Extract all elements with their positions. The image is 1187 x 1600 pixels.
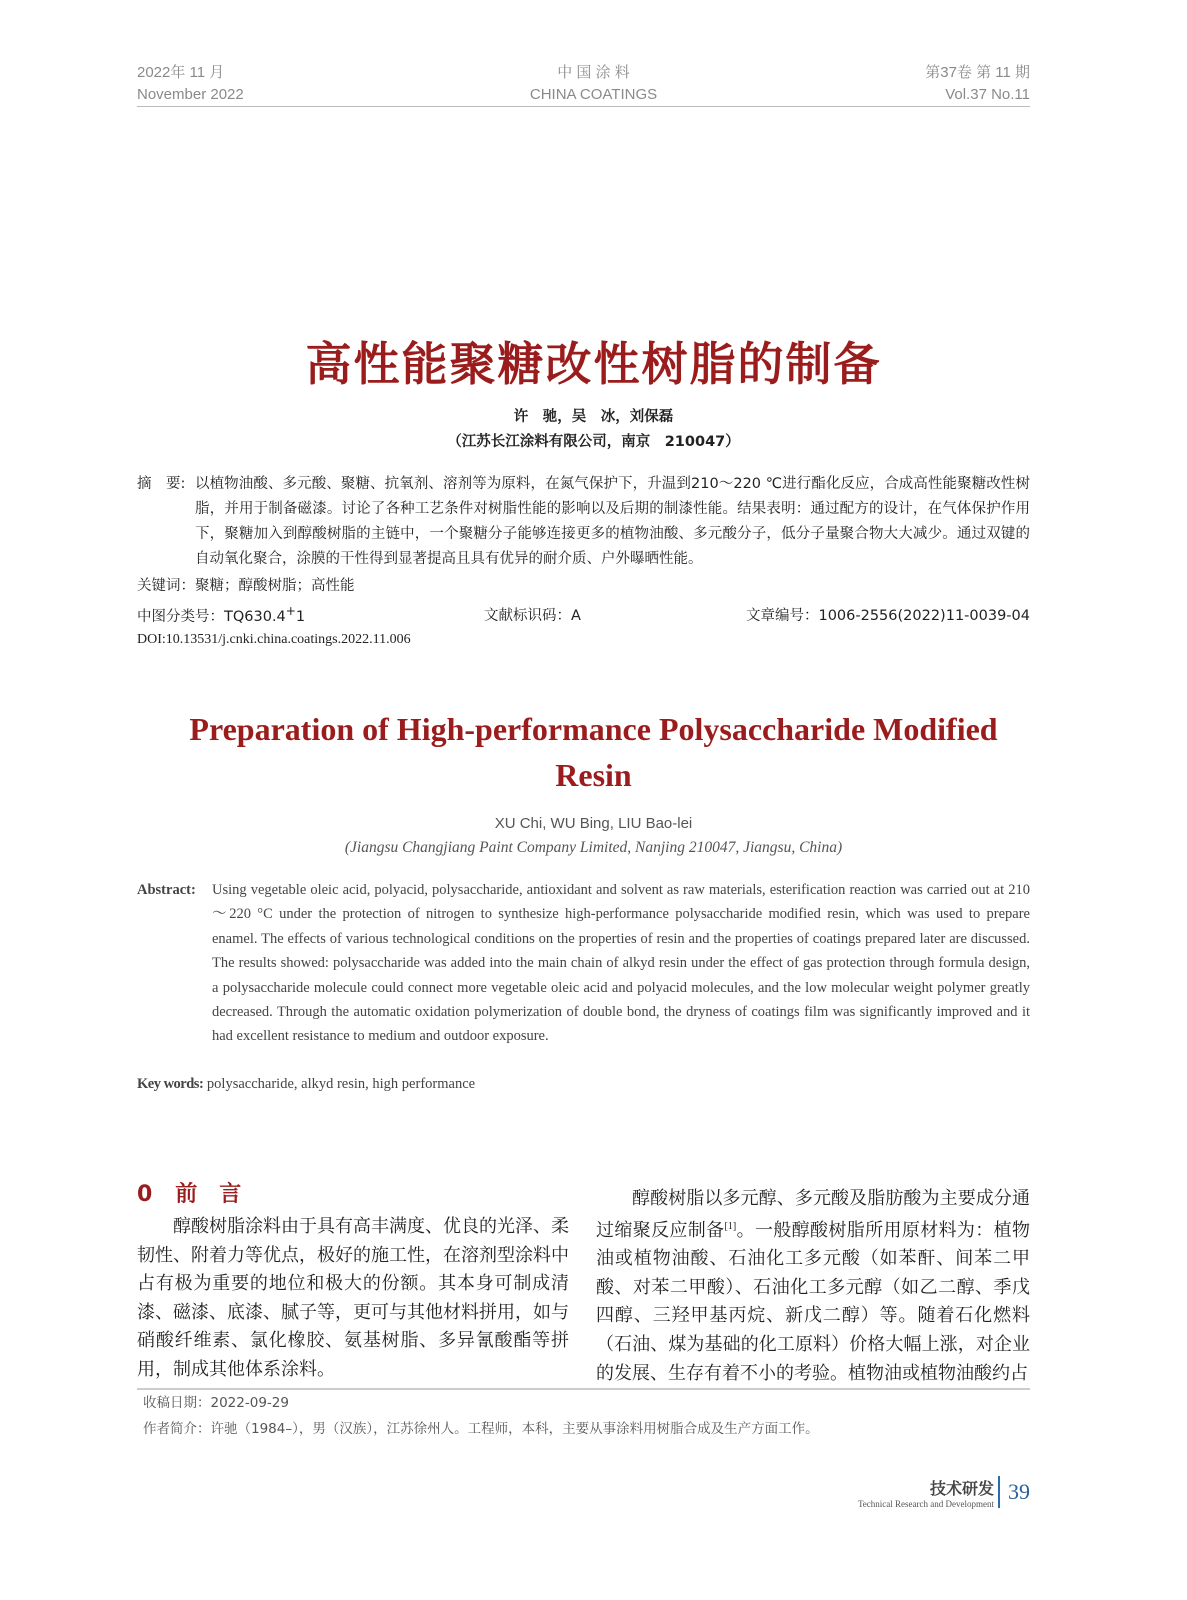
clc-label: 中图分类号： — [137, 608, 224, 625]
keywords-cn: 关键词：聚糖；醇酸树脂；高性能 — [137, 578, 355, 594]
clc-tail: 1 — [295, 608, 306, 625]
section-title: 前 言 — [175, 1182, 242, 1207]
body-right-column — [596, 1184, 1030, 1387]
header-date-en: November 2022 — [137, 86, 244, 103]
footer-column — [858, 1476, 994, 1509]
article-number: 文章编号：1006-2556(2022)11-0039-04 — [745, 608, 1030, 624]
header-issue — [925, 62, 1030, 106]
header-issue-en: Vol.37 No.11 — [945, 86, 1030, 103]
authors-cn: 许 驰，吴 冰，刘保磊 — [513, 409, 674, 425]
title-cn: 高性能聚糖改性树脂的制备 — [305, 337, 882, 391]
page-number: 39 — [1008, 1479, 1030, 1504]
body-left-column — [137, 1212, 569, 1384]
header-rule — [137, 106, 1030, 107]
header-journal-en: CHINA COATINGS — [529, 86, 658, 103]
header-issue-cn: 第37卷 第 11 期 — [925, 64, 1030, 81]
body-right-paragraph — [596, 1184, 1030, 1387]
footer-column-cn: 技术研发 — [929, 1479, 994, 1498]
clc-sup: + — [285, 604, 296, 618]
abstract-cn — [137, 472, 1030, 572]
keywords-en — [137, 1076, 475, 1093]
affiliation-en: (Jiangsu Changjiang Paint Company Limited, Nanjing 210047, Jiangsu, China) — [344, 839, 843, 856]
abstract-cn-label: 摘 要: — [137, 476, 186, 492]
header-journal-cn: 中 国 涂 料 — [557, 64, 630, 81]
body-right-text-b: 。一般醇酸树脂所用原材料为：植物油或植物油酸、石油化工多元酸（如苯酐、间苯二甲酸、对苯二甲酸）、石油化工多元醇（如乙二醇、季戊四醇、三羟甲基丙烷、新戊二醇）等。随着石化燃料（石油、煤为基础的化工原料）价格大幅上涨，对企业的发展、生存有着不小的考验。植物油或植物油酸约占 — [596, 1219, 1031, 1383]
document-code: 文献标识码：A — [484, 608, 581, 624]
clc-number — [137, 604, 305, 626]
doi[interactable]: DOI:10.13531/j.cnki.china.coatings.2022.11.006 — [137, 632, 411, 647]
author-bio: 作者简介：许驰（1984–），男（汉族），江苏徐州人。工程师，本科，主要从事涂料用树脂合成及生产方面工作。 — [143, 1421, 819, 1437]
abstract-cn-text: 以植物油酸、多元酸、聚糖、抗氧剂、溶剂等为原料，在氮气保护下，升温到210～220 ℃进行酯化反应，合成高性能聚糖改性树脂，并用于制备磁漆。讨论了各种工艺条件对树脂性能的影响以及后期的制漆性能。结果表明：通过配方的设计，在气体保护作用下，聚糖加入到醇酸树脂的主链中，一个聚糖分子能够连接更多的植物油酸、多元酸分子，低分子量聚合物大大减少。通过双键的自动氧化聚合，涂膜的干性得到显著提高且具有优异的耐介质、户外曝晒性能。 — [195, 476, 1030, 567]
keywords-en-text: polysaccharide, alkyd resin, high performance — [206, 1076, 476, 1092]
received-date: 收稿日期：2022-09-29 — [143, 1395, 289, 1411]
abstract-en-label: Abstract: — [137, 882, 196, 898]
authors-en: XU Chi, WU Bing, LIU Bao-lei — [494, 815, 693, 832]
footer-divider — [998, 1476, 1000, 1508]
clc-value: TQ630.4 — [224, 608, 286, 625]
citation-ref[interactable]: [1] — [724, 1220, 737, 1232]
footer-column-en: Technical Research and Development — [857, 1499, 994, 1509]
abstract-en-text: Using vegetable oleic acid, polyacid, polysaccharide, antioxidant and solvent as raw materials, esterification reaction was carried out at 210～220 °C under the protection of nitrogen to synthesize high-performance polysaccharide modified resin, which was used to prepare enamel. The effects of various technological conditions on the properties of resin and the properties of coatings prepared later are discussed. The results showed: polysaccharide was added into the main chain of alkyd resin under the effect of gas protection through formula design, a polysaccharide molecule could connect more vegetable oleic acid and polyacid molecules, and the low molecular weight polymer greatly decreased. Through the automatic oxidation polymerization of double bond, the dryness of coatings film was significantly improved and it had excellent resistance to medium and outdoor exposure. — [212, 882, 1030, 1045]
footnote-rule — [137, 1388, 1030, 1390]
body-left-paragraph: 醇酸树脂涂料由于具有高丰满度、优良的光泽、柔韧性、附着力等优点，极好的施工性，在溶剂型涂料中占有极为重要的地位和极大的份额。其本身可制成清漆、磁漆、底漆、腻子等，更可与其他材料拼用，如与硝酸纤维素、氯化橡胶、氨基树脂、多异氰酸酯等拼用，制成其他体系涂料。 — [137, 1216, 569, 1379]
keywords-en-label: Key words: — [137, 1076, 204, 1092]
section-heading — [137, 1177, 241, 1208]
title-en — [0, 706, 1187, 798]
body-right-text-a: 醇酸树脂以多元醇、多元酸及脂肪酸为主要成分通过缩聚反应制备 — [596, 1188, 1030, 1240]
title-en-text: Preparation of High-performance Polysaccharide Modified Resin — [189, 711, 998, 793]
section-number: 0 — [137, 1182, 153, 1207]
abstract-en — [137, 878, 1030, 1049]
affiliation-cn: （江苏长江涂料有限公司，南京 210047） — [447, 434, 740, 450]
header-date-cn: 2022年 11 月 — [137, 64, 225, 81]
